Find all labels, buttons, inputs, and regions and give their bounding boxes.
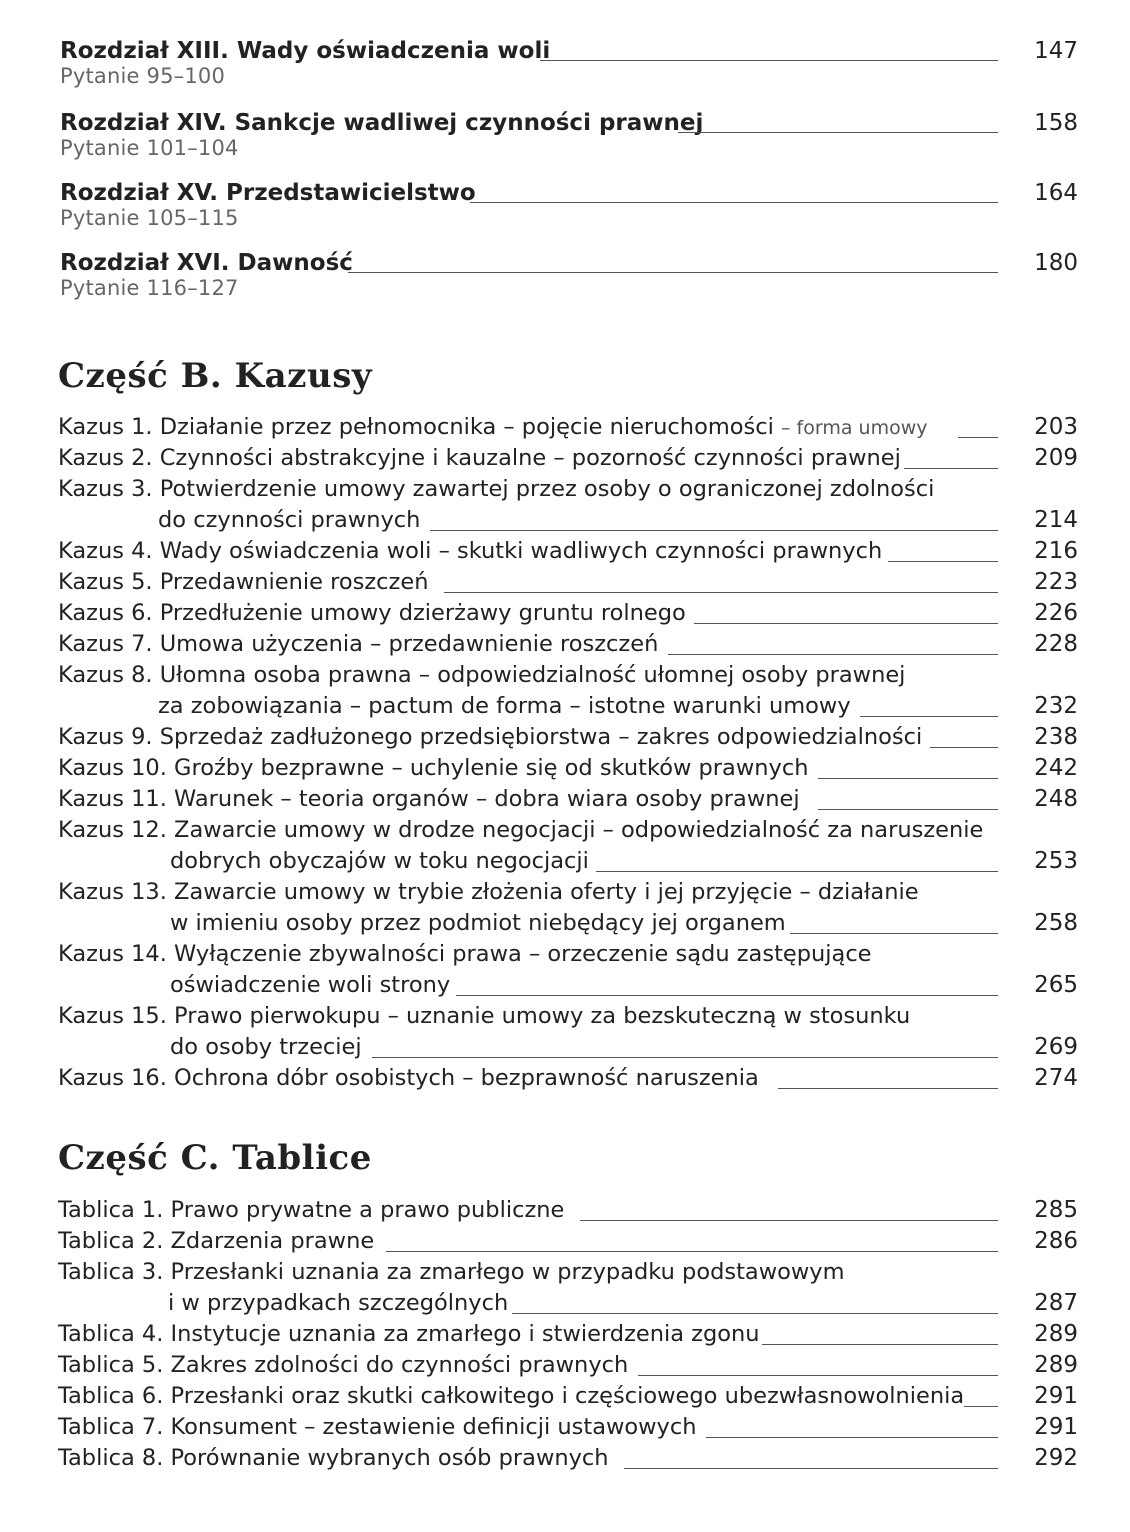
- toc-entry: Kazus 16. Ochrona dóbr osobistych – bezprawność naruszenia: [58, 1065, 759, 1091]
- leader-line: [444, 592, 998, 593]
- chapter-title: Rozdział XV. Przedstawicielstwo: [60, 180, 476, 206]
- leader-line: [596, 871, 998, 872]
- toc-entry-continuation: do czynności prawnych: [158, 507, 421, 533]
- page-number: 269: [1034, 1034, 1078, 1060]
- leader-line: [456, 995, 998, 996]
- page-number: 216: [1034, 538, 1078, 564]
- leader-line: [762, 1344, 998, 1345]
- leader-line: [580, 1220, 998, 1221]
- toc-entry: Kazus 8. Ułomna osoba prawna – odpowiedzialność ułomnej osoby prawnej: [58, 662, 906, 688]
- toc-entry-continuation: i w przypadkach szczególnych: [168, 1290, 509, 1316]
- leader-line: [348, 272, 998, 273]
- section-heading-tablice: Część C. Tablice: [58, 1138, 372, 1178]
- toc-entry: Kazus 7. Umowa użyczenia – przedawnienie roszczeń: [58, 631, 659, 657]
- chapter-questions: Pytanie 95–100: [60, 64, 226, 88]
- page-number: 238: [1034, 724, 1078, 750]
- toc-entry-continuation: dobrych obyczajów w toku negocjacji: [170, 848, 589, 874]
- page-number: 253: [1034, 848, 1078, 874]
- page-number: 289: [1034, 1352, 1078, 1378]
- leader-line: [540, 60, 998, 61]
- leader-line: [372, 1057, 998, 1058]
- toc-entry: Kazus 2. Czynności abstrakcyjne i kauzalne – pozorność czynności prawnej: [58, 445, 901, 471]
- page-number: 223: [1034, 569, 1078, 595]
- toc-entry: Kazus 15. Prawo pierwokupu – uznanie umowy za bezskuteczną w stosunku: [58, 1003, 911, 1029]
- toc-entry: Kazus 5. Przedawnienie roszczeń: [58, 569, 429, 595]
- page-number: 180: [1034, 250, 1078, 276]
- page-number: 228: [1034, 631, 1078, 657]
- page-number: 265: [1034, 972, 1078, 998]
- page-number: 291: [1034, 1383, 1078, 1409]
- leader-line: [470, 202, 998, 203]
- toc-entry: Kazus 4. Wady oświadczenia woli – skutki wadliwych czynności prawnych: [58, 538, 883, 564]
- chapter-title: Rozdział XIV. Sankcje wadliwej czynności prawnej: [60, 110, 704, 136]
- toc-entry: Kazus 10. Groźby bezprawne – uchylenie się od skutków prawnych: [58, 755, 809, 781]
- toc-entry-continuation: do osoby trzeciej: [170, 1034, 362, 1060]
- leader-line: [624, 1468, 998, 1469]
- page-number: 214: [1034, 507, 1078, 533]
- leader-line: [694, 623, 998, 624]
- chapter-questions: Pytanie 116–127: [60, 276, 239, 300]
- toc-entry: Kazus 11. Warunek – teoria organów – dobra wiara osoby prawnej: [58, 786, 800, 812]
- toc-entry: Tablica 3. Przesłanki uznania za zmarłego w przypadku podstawowym: [58, 1259, 845, 1285]
- page-number: 209: [1034, 445, 1078, 471]
- entry-note: – forma umowy: [781, 417, 928, 439]
- leader-line: [930, 747, 998, 748]
- toc-entry-continuation: oświadczenie woli strony: [170, 972, 451, 998]
- page-number: 286: [1034, 1228, 1078, 1254]
- toc-entry: Kazus 3. Potwierdzenie umowy zawartej przez osoby o ograniczonej zdolności: [58, 476, 935, 502]
- leader-line: [790, 933, 998, 934]
- section-heading-kazusy: Część B. Kazusy: [58, 356, 373, 396]
- leader-line: [958, 437, 998, 438]
- toc-entry: Kazus 12. Zawarcie umowy w drodze negocjacji – odpowiedzialność za naruszenie: [58, 817, 984, 843]
- page-number: 248: [1034, 786, 1078, 812]
- leader-line: [964, 1406, 998, 1407]
- entry-text: Kazus 1. Działanie przez pełnomocnika – pojęcie nieruchomości: [58, 414, 774, 440]
- toc-entry: [58, 414, 928, 441]
- page-number: 258: [1034, 910, 1078, 936]
- leader-line: [678, 132, 998, 133]
- toc-entry: Kazus 9. Sprzedaż zadłużonego przedsiębiorstwa – zakres odpowiedzialności: [58, 724, 923, 750]
- chapter-questions: Pytanie 101–104: [60, 136, 239, 160]
- toc-entry: Tablica 5. Zakres zdolności do czynności prawnych: [58, 1352, 629, 1378]
- page-number: 289: [1034, 1321, 1078, 1347]
- leader-line: [706, 1437, 998, 1438]
- page-number: 285: [1034, 1197, 1078, 1223]
- leader-line: [638, 1375, 998, 1376]
- page-number: 242: [1034, 755, 1078, 781]
- page-number: 203: [1034, 414, 1078, 440]
- toc-entry: Tablica 8. Porównanie wybranych osób prawnych: [58, 1445, 609, 1471]
- leader-line: [668, 654, 998, 655]
- toc-entry: Tablica 6. Przesłanki oraz skutki całkowitego i częściowego ubezwłasnowolnienia: [58, 1383, 965, 1409]
- leader-line: [778, 1088, 998, 1089]
- page-number: 226: [1034, 600, 1078, 626]
- chapter-title: Rozdział XVI. Dawność: [60, 250, 353, 276]
- page-number: 147: [1034, 38, 1078, 64]
- toc-entry: Kazus 13. Zawarcie umowy w trybie złożenia oferty i jej przyjęcie – działanie: [58, 879, 919, 905]
- page-number: 274: [1034, 1065, 1078, 1091]
- leader-line: [860, 716, 998, 717]
- leader-line: [818, 778, 998, 779]
- toc-entry: Kazus 6. Przedłużenie umowy dzierżawy gruntu rolnego: [58, 600, 686, 626]
- leader-line: [818, 809, 998, 810]
- leader-line: [512, 1313, 998, 1314]
- page-number: 287: [1034, 1290, 1078, 1316]
- toc-entry: Tablica 1. Prawo prywatne a prawo publiczne: [58, 1197, 565, 1223]
- toc-entry: Kazus 14. Wyłączenie zbywalności prawa – orzeczenie sądu zastępujące: [58, 941, 872, 967]
- page-number: 232: [1034, 693, 1078, 719]
- toc-entry: Tablica 2. Zdarzenia prawne: [58, 1228, 375, 1254]
- page-number: 158: [1034, 110, 1078, 136]
- chapter-questions: Pytanie 105–115: [60, 206, 239, 230]
- leader-line: [386, 1251, 998, 1252]
- page-number: 292: [1034, 1445, 1078, 1471]
- toc-entry-continuation: w imieniu osoby przez podmiot niebędący jej organem: [170, 910, 786, 936]
- toc-entry: Tablica 4. Instytucje uznania za zmarłego i stwierdzenia zgonu: [58, 1321, 760, 1347]
- page-number: 164: [1034, 180, 1078, 206]
- leader-line: [904, 468, 998, 469]
- page-number: 291: [1034, 1414, 1078, 1440]
- toc-entry: Tablica 7. Konsument – zestawienie definicji ustawowych: [58, 1414, 697, 1440]
- toc-entry-continuation: za zobowiązania – pactum de forma – istotne warunki umowy: [158, 693, 851, 719]
- leader-line: [888, 561, 998, 562]
- chapter-title: Rozdział XIII. Wady oświadczenia woli: [60, 38, 551, 64]
- leader-line: [430, 530, 998, 531]
